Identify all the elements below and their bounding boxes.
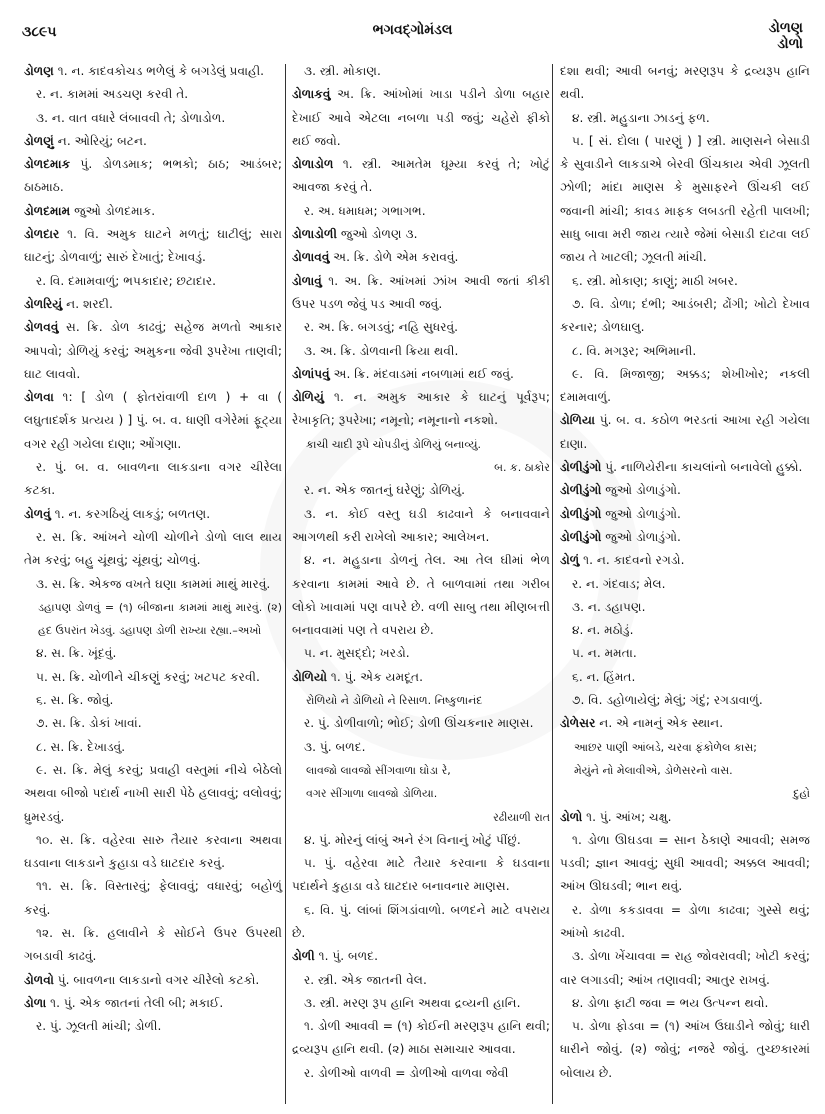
definition-text: ૧. સ્ત્રી. આમતેમ ઘૂમ્યા કરવું તે; ખોટું આવજા કરવું તે. [292,157,550,195]
definition-text: ૮. સ. ક્રિ. દેખાડવું. [36,739,126,754]
entry-sense [292,992,550,1015]
headword: ડોળદાર [24,227,60,242]
headword: ડોળવું [24,506,51,521]
entry-sense [24,829,282,876]
quotation [292,759,550,782]
quotation [24,596,282,643]
quotation [292,782,550,805]
definition-text: પું. બાવળના લાકડાનો વગર ચીરેલો કટકો. [53,972,260,987]
definition-text: ૧: [ ડોળ ( ફોતરાંવાળી દાળ ) + વા ( લઘુતાદર્શક પ્રત્યય ) ] પું. બ. વ. ધાણી વગેરેમાં ફૂટ્યા વગર રહી ગયેલા દાણા; ઓંગણા. [24,390,282,451]
headword: ડોળેસર [560,716,596,731]
dictionary-entry [560,409,810,456]
definition-text: ર. ડોળા કકડાવવા = ડોળા કાઢવા; ગુસ્સે થવું; આંખો કાઢવી. [560,902,810,940]
entry-sense [292,316,550,339]
definition-text: ર. પું. ઝૂલતી માંચી; ડોળી. [36,1019,162,1034]
dictionary-entry [560,456,810,479]
definition-text: ૩. ન. કોઈ વસ્તુ ઘડી કાઢવાને કે બનાવવાને આગળથી કરી રાખેલો આકાર; આલેખન. [292,506,550,544]
definition-text: જુઓ ડોળાડુંગો. [601,506,681,521]
entry-sense [560,293,810,340]
dictionary-entry [292,83,550,153]
dictionary-entry [24,969,282,992]
definition-text: વગર સીંગાળા લાવજો ડોળિયા. [306,787,438,801]
definition-text: ૧. પું. એક જાતનાં તેલી બી; મકાઈ. [46,995,224,1010]
dictionary-entry [24,200,282,223]
definition-text: ૬. વિ. પું. લાંબાં શિંગડાંવાળો. બળદને માટે વપરાય છે. [292,902,550,940]
entry-sense [24,456,282,503]
entry-sense [24,689,282,712]
headword: ડોળી [292,949,315,964]
entry-sense [560,945,810,992]
definition-text: ર. ન. એક જાતનું ઘરેણું; ડોળિયું. [304,483,466,498]
headword: ડોળાવું [292,273,322,288]
definition-text: ૮. વિ. મગરૂર; અભિમાની. [572,343,697,358]
definition-text: ૪. ન. મઠોડું. [572,623,634,638]
dictionary-entry [24,503,282,526]
definition-text: ૩. ન. વાત વધારે લંબાવવી તે; ડોળાડોળ. [36,110,226,125]
dictionary-entry [292,153,550,200]
definition-text: ૩. ન. ડહાપણ. [572,599,646,614]
dictionary-entry [560,503,810,526]
definition-text: રઢીયાળી રાત [493,810,550,824]
entry-sense [560,1015,810,1085]
guide-word-first: ડોળણ [768,20,803,36]
entry-sense [560,666,810,689]
entry-sense [24,736,282,759]
definition-text: ૧. પું. આંખ; ચક્ષુ. [582,809,672,824]
definition-text: ૩. સ્ત્રી. મોકાણ. [304,64,381,78]
entry-sense [24,1015,282,1038]
definition-text: ૧. ન. કરગઠિયું લાકડું; બળતણ. [50,506,211,521]
definition-text: ૧. ડોળી આવવી = (૧) કોઈની મરણરૂપ હાનિ થવી; દ્રવ્યરૂપ હાનિ થવી. (૨) માઠા સમાચાર આવવા. [292,1019,550,1057]
headword: ડોળો [560,809,583,824]
definition-text: અ. ક્રિ. મંદવાડમાં નબળામાં થઈ જવું. [329,366,514,381]
headword: ડોળાવવું [292,250,330,265]
dictionary-entry [560,712,810,735]
definition-text: લાવજો લાવજો સીંગવાળા ઘોડા રે, [306,763,451,777]
definition-text: ૧. વિ. અમુક ઘાટને મળતું; ઘાટીલું; સારા ઘાટનું; ડોળવાળું; સારું દેખાતું; દેખાવડું. [24,227,282,265]
dictionary-entry [24,992,282,1015]
entry-sense [292,736,550,759]
definition-text: ૫. [ સં. દોલા ( પારણું ) ] સ્ત્રી. માણસને બેસાડી કે સુવાડીને લાકડાએ બેરવી ઊંચકાય એવી ઝૂલતી ઝોળી; માંદા માણસ કે મુસાફરને ઊંચકી લઈ જવાની માંચી; કાવડ માફક લબડતી રહેતી પાલખી; સાધુ બાવા મરી જાય ત્યારે જેમાં બેસાડી દાટવા લઈ જાય તે ખાટલી; ઝૂલતી માંચી. [560,133,810,265]
headword: ડોળાંપવું [292,366,330,381]
entry-sense [560,619,810,642]
definition-text: બ. ક. ઠાકોર [494,461,550,475]
entry-sense [560,689,810,712]
entry-sense [292,60,550,83]
entry-sense [292,549,550,642]
dictionary-entry [560,60,810,107]
definition-text: ૯. સ. ક્રિ. મેલું કરવું; પ્રવાહી વસ્તુમાં નીચે બેઠેલો અથવા બીજો પદાર્થ નાખી સારી પેઠે હલાવવું; વલોવવું; ધ્રુમરડવું. [24,762,282,824]
definition-text: ૬. ન. હિંમત. [572,669,636,684]
definition-text: ૪. સ. ક્રિ. ખૂંદવું. [36,646,117,661]
dictionary-entry [292,386,550,433]
guide-word-last: ડોળો [777,36,803,52]
headword: ડોળરિયું [24,296,63,311]
definition-text: ૫. ન. મમતા. [572,646,637,661]
definition-text: મેયુંને નો મેલાવીએ, ડોળેસરનો વાસ. [574,763,733,777]
definition-text: પું. બ. વ. કઠોળ ભરડતાં આખા રહી ગયેલા દાણા. [560,413,810,451]
entry-sense [292,899,550,946]
dictionary-entry [560,479,810,502]
column-divider [552,64,553,1104]
definition-text: ૯. વિ. મિજાજી; અક્કડ; શેખીખોર; નકલી દમામવાળું. [560,366,810,405]
definition-text: ૧. પું. એક યમદૂત. [327,669,423,684]
headword: ડોળાડોળી [292,227,337,242]
entry-sense [560,363,810,410]
definition-text: ન. ઓરિયું; બટન. [53,133,147,148]
column-divider [285,64,286,1104]
headword: ડોળિયો [292,669,328,684]
definition-text: ન. શરદી. [62,296,113,311]
entry-sense [24,642,282,665]
headword: ડોળવવું [24,320,59,335]
definition-text: જુઓ ડોળદમાક. [70,203,156,218]
definition-text: રોળિયો ને ડોળિયો ને રિસાળ. નિષ્કુળાનંદ [306,694,483,708]
definition-text: ૭. વિ. ડોળા; દંભી; આડંબરી; ઢોંગી; ખોટો દેખાવ કરનાર; ડોળઘાલુ. [560,296,810,335]
definition-text: ૧૧. સ. ક્રિ. વિસ્તારવું; ફેલાવવું; વધારવું; બહોળું કરવું. [24,879,282,917]
definition-text: ૭. સ. ક્રિ. ડોકાં ખાવાં. [36,716,142,731]
headword: ડોળવો [24,972,54,987]
definition-text: ૪. ડોળા ફાટી જવા = ભય ઉત્પન્ન થવો. [572,995,769,1010]
headword: ડોળું [560,553,580,568]
definition-text: ૧૦. સ. ક્રિ. વહેરવા સારુ તૈયાર કરવાના અથવા ઘડવાના લાકડાને કુહાડા વડે ઘાટદાર કરવું. [24,832,282,871]
entry-sense [292,1015,550,1062]
definition-text: દુહો [793,787,810,801]
entry-sense [560,899,810,946]
dictionary-entry [24,130,282,153]
entry-sense [24,107,282,130]
definition-text: ૧. ન. કાદવકોચડ ભળેલું કે બગડેલું પ્રવાહી. [53,64,265,78]
entry-sense [292,829,550,852]
headword: ડોળીડુંગો [560,529,602,544]
headword: ડોળાડોળ [292,157,334,172]
dictionary-entry [24,293,282,316]
definition-text: ૧. ન. કાદવનો રગડો. [579,553,685,568]
dictionary-entry [24,386,282,456]
column-1 [24,60,282,1038]
entry-sense [560,573,810,596]
definition-text: ર. અ. ધમાધમ; ગભાગભ. [304,203,426,218]
headword: ડોળિયું [292,390,324,405]
definition-text: ર. ન. ગંદવાડ; મેલ. [572,576,666,591]
dictionary-entry [560,806,810,829]
dictionary-entry [292,945,550,968]
definition-text: ૧. અ. ક્રિ. આંખમાં ઝાંખ આવી જતાં કીકી ઉપર પડળ જેવું પડ આવી જવું. [292,273,550,311]
entry-sense [292,1062,550,1085]
definition-text: દશા થવી; આવી બનવું; મરણરૂપ કે દ્રવ્યરૂપ હાનિ થવી. [560,64,810,102]
definition-text: આછર પાણી આંબડે, ચરવા ફંકોળેલ કાસ; [574,740,757,754]
definition-text: ૧. ડોળા ઊઘડવા = સાન ઠેકાણે આવવી; સમજ પડવી; જ્ઞાન આવવું; સુધી આવવી; અક્કલ આવવી; આંખ ઊઘડવી; ભાન થવું. [560,832,810,894]
definition-text: ર. પું. બ. વ. બાવળના લાકડાના વગર ચીરેલા કટકા. [24,460,282,498]
definition-text: ર. વિ. દમામવાળું; ભપકાદાર; છટાદાર. [36,273,217,288]
quotation [292,689,550,712]
entry-sense [292,852,550,899]
definition-text: ૧૨. સ. ક્રિ. હલાવીને કે સોઈને ઉપર ઉપરથી ગબડાવી કાઢવું. [24,925,282,964]
quotation [560,759,810,782]
entry-sense [560,596,810,619]
definition-text: ૬. સ્ત્રી. મોકાણ; કાણું; માઠી ખબર. [572,273,738,288]
column-2 [292,60,550,1085]
headword: ડોળા [24,995,47,1010]
definition-text: ૩. પું. બળદ. [304,739,366,754]
entry-sense [292,479,550,502]
definition-text: ૫. સ. ક્રિ. ચોળીને ચીકણું કરવું; ખટપટ કરવી. [36,669,260,684]
definition-text: ડહાપણ ડોળવું = (૧) બીજાના કામમાં માથું મારવું. (૨) હદ ઉપરાંત ખેડવું. ડહાપણ ડોળી રાખ્યા રહ્યા.–અખો [38,600,282,638]
definition-text: ૩. ડોળા ખેંચાવવા = રાહ જોવરાવવી; ખોટી કરવું; વાર લગાડવી; આંખ તણાવવી; આતુર રાખવું. [560,949,810,987]
page-title: ભગવદ્ગોમંડલ [372,22,453,38]
definition-text: પું. ડોળડમાક; ભભકો; ઠાઠ; આડંબર; ઠાઠમાઠ. [24,157,282,195]
entry-sense [292,340,550,363]
definition-text: ૩. સ. ક્રિ. એકજ વખતે ઘણા કામમાં માથું મારવું. [36,576,271,591]
dictionary-entry [24,60,282,83]
entry-sense [24,759,282,829]
headword: ડોળીડુંગો [560,460,602,475]
entry-sense [560,107,810,130]
dictionary-entry [292,223,550,246]
definition-text: પું. નાળિયેરીના કાચલાંનો બનાવેલો હુક્કો. [601,460,803,475]
definition-text: ર. અ. ક્રિ. બગડવું; નહિ સુધરવું. [304,320,459,335]
definition-text: ૩. અ. ક્રિ. ડોળવાની ક્રિયા થવી. [304,343,459,358]
definition-text: અ. ક્રિ. આંખોમાં ખાડા પડીને ડોળા બહાર દેખાઈ આવે એટલા નબળા પડી જવું; ચહેરો ફીકો થઈ જવો. [292,87,550,148]
entry-sense [560,340,810,363]
headword: ડોળીડુંગો [560,483,602,498]
entry-sense [560,270,810,293]
definition-text: ૪. પું. મોરનું લાંબું અને રંગ વિનાનું ખોટું પીંછું. [304,832,521,847]
entry-sense [24,875,282,922]
entry-sense [560,992,810,1015]
definition-text: ર. ન. કામમાં અડચણ કરવી તે. [36,87,189,102]
definition-text: ૫. ડોળા ફોડવા = (૧) આંખ ઉઘાડીને જોવું; ધારી ધારીને જોવું. (૨) જોવું; નજરે જોવું. તુચ્છકારમાં બોલાય છે. [560,1019,810,1080]
dictionary-entry [24,316,282,386]
dictionary-entry [24,153,282,200]
definition-text: ર. પું. ડોળીવાળો; ભોઈ; ડોળી ઊંચકનાર માણસ. [304,716,534,731]
definition-text: ૩. સ્ત્રી. મરણ રૂપ હાનિ અથવા દ્રવ્યની હાનિ. [304,995,521,1010]
column-3 [560,60,810,1085]
headword: ડોળાકવું [292,87,331,102]
definition-text: ૫. ન. મુસદ્દો; ખરડો. [304,646,410,661]
headword: ડોળદમામ [24,203,71,218]
definition-text: ૬. સ. ક્રિ. જોવું. [36,693,114,708]
dictionary-entry [292,246,550,269]
entry-sense [24,573,282,596]
quotation-source [292,456,550,479]
definition-text: જુઓ ડોળણ ૩. [336,227,418,242]
definition-text: સ. ક્રિ. ડોળ કાઢવું; સહેજ મળતો આકાર આપવો; ડોળિયું કરવું; અમુકના જેવી રૂપરેખા તાણવી; ઘાટ લાવવો. [24,320,282,381]
entry-sense [560,130,810,270]
headword: ડોળણ [24,64,54,78]
dictionary-entry [24,223,282,270]
headword: ડોળવા [24,390,54,405]
quotation-source [292,806,550,829]
dictionary-entry [560,526,810,549]
quotation-source [560,782,810,805]
dictionary-entry [292,666,550,689]
entry-sense [24,526,282,573]
definition-text: કાચી ચાદી રૂપે ચોપડીનું ડોળિયું બનાવ્યું. [306,437,482,451]
entry-sense [24,712,282,735]
entry-sense [292,200,550,223]
page-header [0,8,825,58]
definition-text: ર. સ્ત્રી. એક જાતની વેલ. [304,972,427,987]
dictionary-entry [560,549,810,572]
definition-text: અ. ક્રિ. ડોળે એમ કરાવવું. [329,250,459,265]
headword: ડોળણું [24,133,54,148]
definition-text: ૭. વિ. ડહોળાયેલું; મેલું; ગંદું; રગડાવાળું. [572,693,763,708]
definition-text: ૧. પું. બળદ. [314,949,378,964]
dictionary-entry [292,363,550,386]
definition-text: ૧. ન. અમુક આકાર કે ઘાટનું પૂર્વરૂપ; રેખાકૃતિ; રૂપરેખા; નમૂનો; નમૂનાનો નકશો. [292,390,550,428]
headword: ડોળદમાક [24,157,71,172]
definition-text: ર. ડોળીઓ વાળવી = ડોળીઓ વાળવા જેવી [304,1065,509,1080]
page-number: ૩૮૯૫ [22,24,57,40]
definition-text: ૪. ન. મહુડાના ડોળનું તેલ. આ તેલ ઘીમાં ભેળ કરવાના કામમાં આવે છે. તે બાળવામાં તથા ગરીબ લોકો ખાવામાં પણ વાપરે છે. વળી સાબુ તથા મીણબત્તી બનાવવામાં પણ તે વપરાય છે. [292,553,550,638]
definition-text: જુઓ ડોળાડુંગો. [601,483,681,498]
definition-text: ર. સ. ક્રિ. આંખને ચોળી ચોળીને ડોળો લાલ થાય તેમ કરવું; બહુ ચૂંથવું; ચૂંથવું; ચોળવું. [24,529,282,568]
entry-sense [292,642,550,665]
quotation [292,433,550,456]
entry-sense [560,829,810,899]
headword: ડોળિયા [560,413,595,428]
entry-sense [24,666,282,689]
definition-text: ૫. પું. વહેરવા માટે તૈયાર કરવાના કે ઘડવાના પદાર્થને કુહાડા વડે ઘાટદાર બનાવનાર માણસ. [292,856,550,894]
guide-words [769,20,803,52]
entry-sense [24,922,282,969]
entry-sense [292,969,550,992]
entry-sense [292,712,550,735]
definition-text: ન. એ નામનું એક સ્થાન. [595,716,724,731]
definition-text: જુઓ ડોળાડુંગો. [601,529,681,544]
dictionary-entry [292,270,550,317]
headword: ડોળીડુંગો [560,506,602,521]
entry-sense [292,503,550,550]
entry-sense [24,270,282,293]
quotation [560,736,810,759]
entry-sense [24,83,282,106]
entry-sense [560,642,810,665]
definition-text: ૪. સ્ત્રી. મહુડાના ઝાડનું ફળ. [572,110,710,125]
